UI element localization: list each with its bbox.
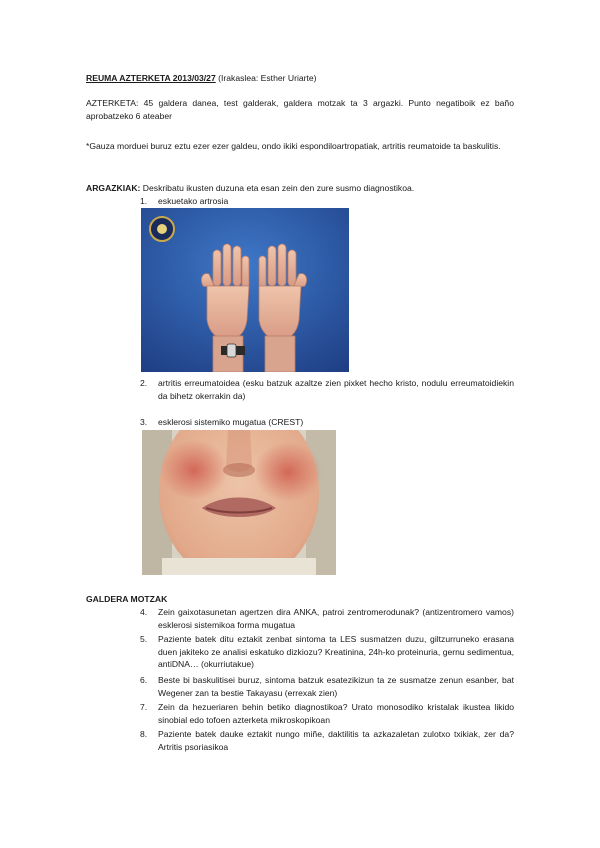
list-item-text: esklerosi sistemiko mugatua (CREST): [158, 417, 304, 427]
exam-subtitle: (Irakaslea: Esther Uriarte): [218, 73, 317, 83]
list-item: [140, 606, 514, 631]
argazkiak-heading: ARGAZKIAK:: [86, 183, 141, 193]
list-item-number: 6.: [140, 675, 148, 685]
logo-icon: [150, 217, 174, 241]
list-item-number: 1.: [140, 196, 148, 206]
list-item: [140, 377, 514, 402]
hands-illustration: [141, 208, 349, 372]
photo-hands-osteoarthritis: [141, 208, 349, 372]
document-title-line: [86, 72, 514, 85]
list-item: [140, 728, 514, 753]
list-item-text: Paziente batek ditu eztakit zenbat sintoma ta LES susmatzen duzu, giltzurruneko erasana duen jakiteko ze analisi eskatuko dizkiozu? Kreatinina, 24h-ko proteinuria, gernu sedimentua, antiDNA… (okurriutakue): [158, 634, 514, 670]
list-item-number: 7.: [140, 702, 148, 712]
face-illustration: [142, 430, 336, 575]
galdera-motzak-heading: GALDERA MOTZAK: [86, 594, 168, 604]
list-item: [140, 674, 514, 699]
argazkiak-text: Deskribatu ikusten duzuna eta esan zein den zure susmo diagnostikoa.: [140, 183, 415, 193]
list-item: [140, 416, 514, 429]
argazkiak-instruction: [86, 182, 514, 195]
list-item: [140, 701, 514, 726]
list-item-text: Zein gaixotasunetan agertzen dira ANKA, patroi zentromerodunak? (antizentromero vamos) esklerosi sistemikoa forma mugatua: [158, 607, 514, 630]
list-item-number: 3.: [140, 417, 148, 427]
intro-paragraph: AZTERKETA: 45 galdera danea, test galderak, galdera motzak ta 3 argazki. Punto negatiboik ez baño aprobatzeko 6 ateaber: [86, 98, 514, 121]
photo-face-crest: [142, 430, 336, 575]
note-paragraph: *Gauza morduei buruz eztu ezer ezer galdeu, ondo ikiki espondiloartropatiak, artritis reumatoide ta baskulitis.: [86, 141, 501, 151]
list-item-text: Zein da hezueriaren behin betiko diagnostikoa? Urato monosodiko kristalak ikustea likido sinobial edo tofoen azterketa mikroskopikoan: [158, 702, 514, 725]
list-item: [140, 195, 514, 208]
list-item-number: 2.: [140, 378, 148, 388]
list-item-number: 5.: [140, 634, 148, 644]
list-item-text: Beste bi baskulitisei buruz, sintoma batzuk esatezikizun ta ze susmatze zenun esanber, bat Wegener zan ta bestie Takayasu (errexak zien): [158, 675, 514, 698]
exam-title: REUMA AZTERKETA 2013/03/27: [86, 73, 216, 83]
list-item: [140, 633, 514, 671]
list-item-text: artritis erreumatoidea (esku batzuk azaltze zien pixket hecho kristo, nodulu erreumatoidiekin da bihetz okerrakin da): [158, 378, 514, 401]
list-item-number: 8.: [140, 729, 148, 739]
list-item-number: 4.: [140, 607, 148, 617]
list-item-text: Paziente batek dauke eztakit nungo miñe, daktilitis ta azkazaletan zulotxo txikiak, zer da? Artritis psoriasikoa: [158, 729, 514, 752]
list-item-text: eskuetako artrosia: [158, 196, 229, 206]
